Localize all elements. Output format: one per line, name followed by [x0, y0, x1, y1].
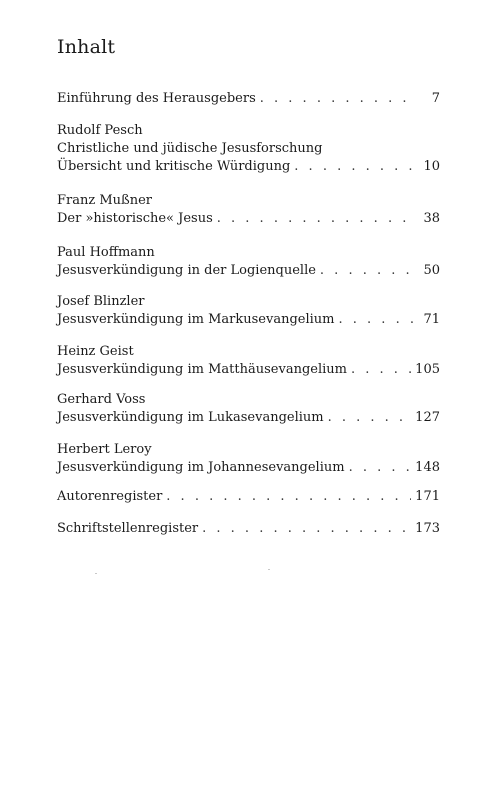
- toc-row: [57, 311, 440, 329]
- toc-leader: [166, 488, 411, 506]
- toc-leader: [260, 90, 416, 108]
- toc-title: Jesusverkündigung im Matthäusevangelium: [57, 362, 347, 377]
- toc-leader: [339, 311, 416, 329]
- toc-page-number: 38: [423, 211, 440, 226]
- toc-row: [57, 488, 440, 506]
- toc-title: Schriftstellenregister: [57, 521, 199, 536]
- toc-page-number: 127: [415, 410, 440, 425]
- toc-leader: [349, 459, 412, 477]
- toc-title: Der »historische« Jesus: [57, 211, 213, 226]
- toc-row: [57, 361, 440, 379]
- toc-entry: [57, 520, 440, 538]
- toc-row: [57, 409, 440, 427]
- toc-leader: [202, 520, 411, 538]
- toc-title: Autorenregister: [57, 489, 163, 504]
- toc-page-number: 71: [423, 312, 440, 327]
- toc-entry: [57, 122, 440, 176]
- toc-entry: [57, 488, 440, 506]
- toc-entry: [57, 90, 440, 108]
- toc-entry: [57, 343, 440, 379]
- toc-entry: [57, 441, 440, 477]
- toc-author: Herbert Leroy: [57, 442, 152, 457]
- toc-title: Jesusverkündigung in der Logienquelle: [57, 263, 316, 278]
- toc-author: Franz Mußner: [57, 193, 152, 208]
- toc-author: Gerhard Voss: [57, 392, 146, 407]
- toc-row: [57, 459, 440, 477]
- toc-page-number: 105: [415, 362, 440, 377]
- toc-page-number: 50: [423, 263, 440, 278]
- toc-row: [57, 90, 440, 108]
- toc-title: Einführung des Herausgebers: [57, 91, 256, 106]
- toc-leader: [320, 262, 416, 280]
- toc-row: [57, 210, 440, 228]
- paper-speck: [268, 569, 270, 570]
- toc-leader: [351, 361, 411, 379]
- toc-entry: [57, 192, 440, 228]
- toc-row: [57, 520, 440, 538]
- toc-page-number: 10: [423, 159, 440, 174]
- toc-page-number: 173: [415, 521, 440, 536]
- page-title: Inhalt: [57, 36, 116, 58]
- toc-row: [57, 158, 440, 176]
- toc-page-number: 7: [431, 91, 440, 106]
- toc-author: Paul Hoffmann: [57, 245, 155, 260]
- toc-title-line: Christliche und jüdische Jesusforschung: [57, 141, 323, 156]
- toc-entry: [57, 293, 440, 329]
- paper-speck: [95, 573, 97, 574]
- toc-title: Jesusverkündigung im Johannesevangelium: [57, 460, 345, 475]
- toc-page-number: 171: [415, 489, 440, 504]
- toc-leader: [217, 210, 416, 228]
- toc-author: Josef Blinzler: [57, 294, 145, 309]
- toc-leader: [294, 158, 416, 176]
- toc-entry: [57, 244, 440, 280]
- toc-title: Jesusverkündigung im Markusevangelium: [57, 312, 335, 327]
- toc-author: Rudolf Pesch: [57, 123, 143, 138]
- toc-page-number: 148: [415, 460, 440, 475]
- toc-entry: [57, 391, 440, 427]
- toc-leader: [328, 409, 412, 427]
- toc-title: Jesusverkündigung im Lukasevangelium: [57, 410, 324, 425]
- toc-title: Übersicht und kritische Würdigung: [57, 159, 291, 174]
- toc-author: Heinz Geist: [57, 344, 134, 359]
- toc-row: [57, 262, 440, 280]
